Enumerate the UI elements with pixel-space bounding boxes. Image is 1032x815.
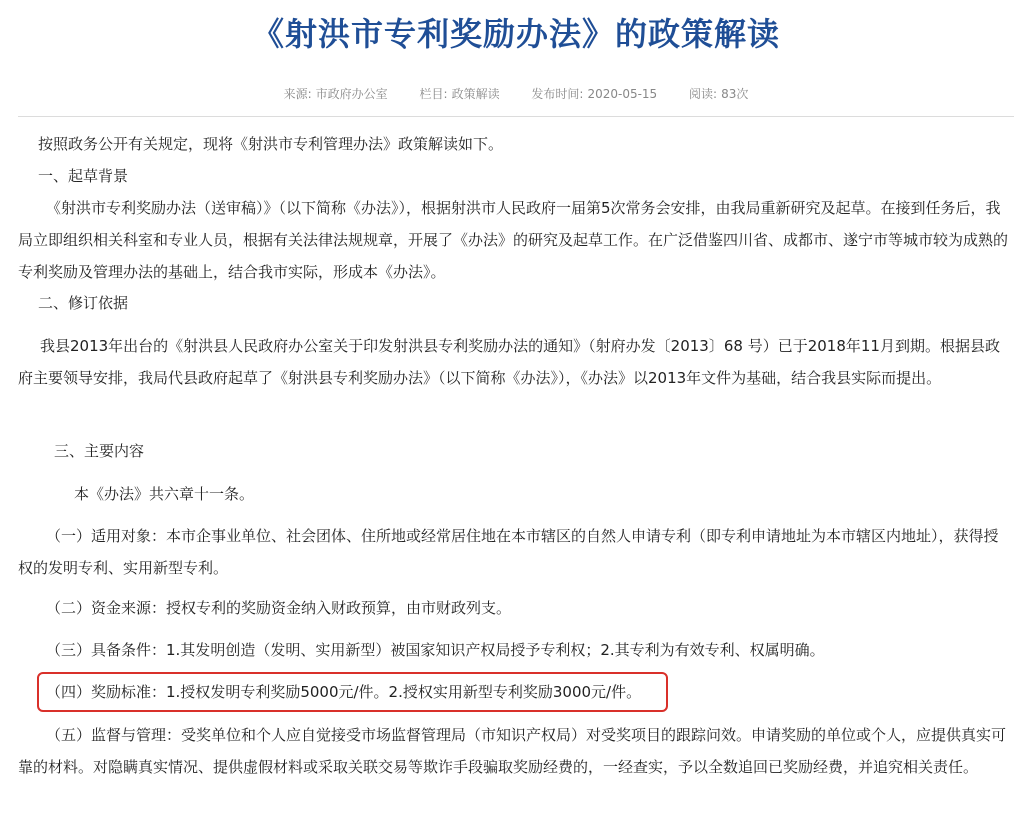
heading-background: 一、起草背景	[38, 167, 129, 185]
paragraph-intro: 按照政务公开有关规定，现将《射洪市专利管理办法》政策解读如下。	[38, 135, 504, 153]
article-meta	[0, 87, 1032, 101]
paragraph-background: 《射洪市专利奖励办法（送审稿）》（以下简称《办法》），根据射洪市人民政府一届第5次常务会安排，由我局重新研究及起草。在接到任务后，我局立即组织相关科室和专业人员，根据有关法律法规规章，开展了《办法》的研究及起草工作。在广泛借鉴四川省、成都市、遂宁市等城市较为成熟的专利奖励及管理办法的基础上，结合我市实际，形成本《办法》。	[18, 199, 1009, 281]
article-title: 《射洪市专利奖励办法》的政策解读	[251, 15, 780, 53]
header-divider	[18, 116, 1014, 117]
highlight-box	[37, 672, 668, 712]
meta-read-count: 阅读: 83次	[689, 87, 749, 101]
heading-revision-basis: 二、修订依据	[38, 294, 129, 312]
paragraph-revision-basis: 我县2013年出台的《射洪县人民政府办公室关于印发射洪县专利奖励办法的通知》（射府办发〔2013〕68 号）已于2018年11月到期。根据县政府主要领导安排，我局代县政府起草了《射洪县专利奖励办法》（以下简称《办法》），《办法》以2013年文件为基础，结合我县实际而提出。	[18, 337, 1000, 387]
meta-column: 栏目: 政策解读	[419, 87, 500, 101]
heading-main-content: 三、主要内容	[54, 442, 145, 460]
meta-source: 来源: 市政府办公室	[283, 87, 388, 101]
paragraph-supervision: （五）监督与管理：受奖单位和个人应自觉接受市场监督管理局（市知识产权局）对受奖项目的跟踪问效。申请奖励的单位或个人，应提供真实可靠的材料。对隐瞒真实情况、提供虚假材料或采取关联交易等欺诈手段骗取奖励经费的，一经查实，予以全数追回已奖励经费，并追究相关责任。	[18, 726, 1007, 776]
paragraph-scope: （一）适用对象：本市企事业单位、社会团体、住所地或经常居住地在本市辖区的自然人申请专利（即专利申请地址为本市辖区内地址），获得授权的发明专利、实用新型专利。	[18, 527, 999, 577]
paragraph-chapters: 本《办法》共六章十一条。	[74, 485, 255, 503]
paragraph-conditions: （三）具备条件：1.其发明创造（发明、实用新型）被国家知识产权局授予专利权；2.其专利为有效专利、权属明确。	[46, 641, 825, 659]
paragraph-funding: （二）资金来源：授权专利的奖励资金纳入财政预算，由市财政列支。	[46, 599, 512, 617]
paragraph-award-standard: （四）奖励标准：1.授权发明专利奖励5000元/件。2.授权实用新型专利奖励3000元/件。	[46, 683, 642, 701]
meta-publish-time: 发布时间: 2020-05-15	[531, 87, 658, 101]
